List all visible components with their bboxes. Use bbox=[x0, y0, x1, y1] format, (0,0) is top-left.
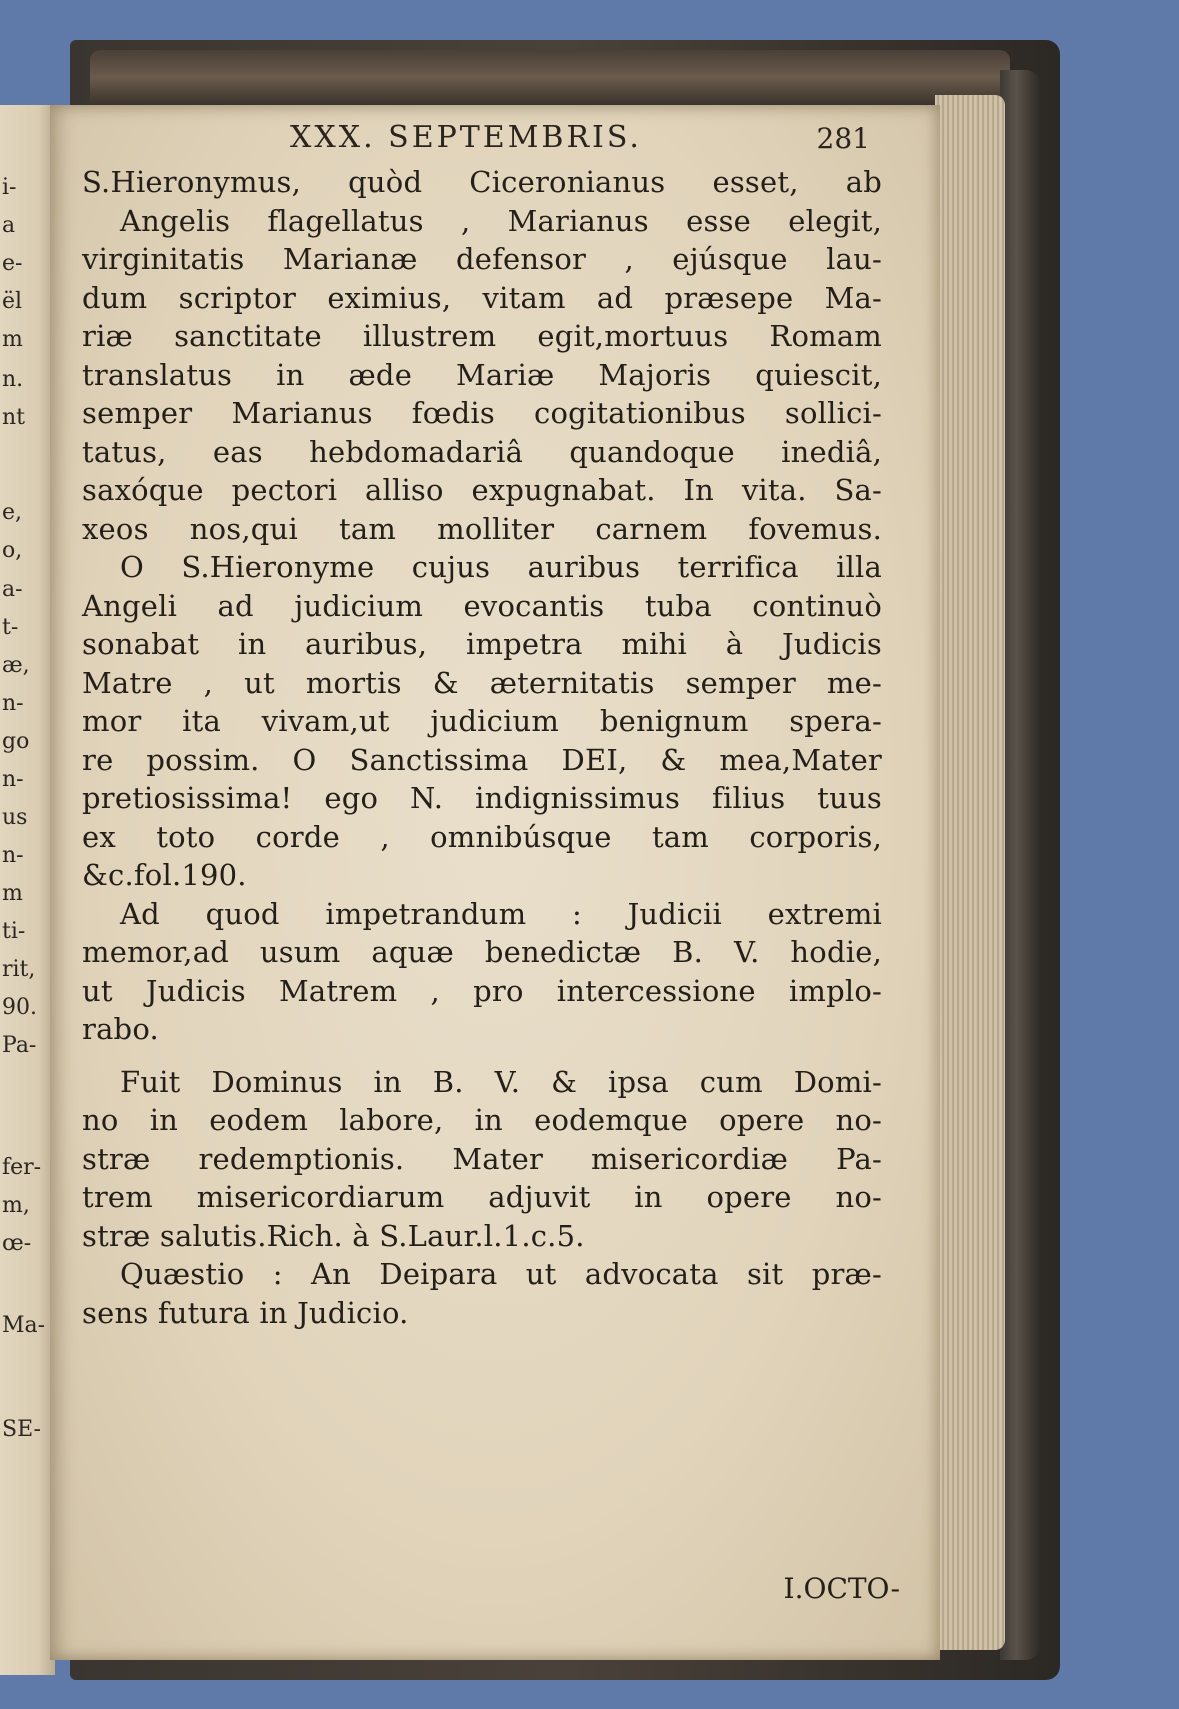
text-line: Angeli ad judicium evocantis tuba continuò bbox=[82, 588, 882, 623]
left-fragment: t- bbox=[2, 615, 19, 640]
left-fragment: ël bbox=[2, 289, 23, 314]
text-line: Fuit Dominus in B. V. & ipsa cum Domi- bbox=[120, 1064, 882, 1099]
running-title: XXX. SEPTEMBRIS. bbox=[290, 120, 642, 155]
catchword: I.OCTO- bbox=[783, 1572, 900, 1605]
body-text bbox=[82, 163, 882, 1332]
text-line: xeos nos,qui tam molliter carnem fovemus. bbox=[82, 511, 882, 546]
text-line: O S.Hieronyme cujus auribus terrifica illa bbox=[120, 550, 882, 584]
text-line: ut Judicis Matrem , pro intercessione implo- bbox=[82, 973, 882, 1008]
text-line: rabo. bbox=[82, 1012, 159, 1046]
text-line: sens futura in Judicio. bbox=[82, 1295, 409, 1330]
text-line: S.Hieronymus, quòd Ciceronianus esset, ab bbox=[82, 165, 882, 199]
book-cover-edge bbox=[1000, 70, 1040, 1660]
left-fragment: n- bbox=[2, 767, 24, 792]
text-line: sonabat in auribus, impetra mihi à Judicis bbox=[82, 627, 882, 661]
text-line: no in eodem labore, in eodemque opere no- bbox=[82, 1103, 882, 1137]
text-line: saxóque pectori alliso expugnabat. In vita. Sa- bbox=[82, 473, 882, 507]
text-line: &c.fol.190. bbox=[82, 858, 247, 892]
text-line: Quæstio : An Deipara ut advocata sit præ- bbox=[120, 1257, 882, 1291]
left-page-fragment bbox=[0, 105, 55, 1675]
left-fragment: i- bbox=[2, 175, 17, 200]
left-fragment: Ma- bbox=[2, 1313, 46, 1338]
left-fragment: fer- bbox=[2, 1155, 42, 1180]
text-line: riæ sanctitate illustrem egit,mortuus Romam bbox=[82, 319, 882, 353]
text-line: ex toto corde , omnibúsque tam corporis, bbox=[82, 819, 882, 854]
page-edges bbox=[935, 95, 1005, 1650]
left-fragment: o, bbox=[2, 538, 23, 563]
text-line: re possim. O Sanctissima DEI, & mea,Mater bbox=[82, 742, 882, 777]
left-fragment: rit, bbox=[2, 957, 36, 982]
text-line: trem misericordiarum adjuvit in opere no- bbox=[82, 1180, 882, 1214]
text-line: semper Marianus fœdis cogitationibus sollici- bbox=[82, 396, 882, 430]
text-line: Matre , ut mortis & æternitatis semper me- bbox=[82, 665, 882, 700]
text-line: pretiosissima! ego N. indignissimus filius tuus bbox=[82, 781, 882, 815]
book-top-edge bbox=[90, 50, 1010, 105]
left-fragment: us bbox=[2, 805, 28, 830]
text-line: tatus, eas hebdomadariâ quandoque inediâ, bbox=[82, 434, 882, 469]
left-fragment: Pa- bbox=[2, 1033, 37, 1058]
left-fragment: n- bbox=[2, 843, 24, 868]
text-line: translatus in æde Mariæ Majoris quiescit, bbox=[82, 357, 882, 392]
page-number: 281 bbox=[816, 122, 870, 155]
text-line: stræ salutis.Rich. à S.Laur.l.1.c.5. bbox=[82, 1218, 585, 1253]
text-line: Ad quod impetrandum : Judicii extremi bbox=[120, 896, 882, 931]
text-line: Angelis flagellatus , Marianus esse elegit, bbox=[120, 203, 882, 238]
left-fragment: n- bbox=[2, 691, 24, 716]
left-fragment: æ, bbox=[2, 653, 30, 678]
left-fragment: m bbox=[2, 327, 23, 352]
left-fragment: e, bbox=[2, 500, 23, 525]
left-fragment: 90. bbox=[2, 995, 37, 1020]
left-fragment: n. bbox=[2, 367, 24, 392]
book-page bbox=[50, 105, 940, 1660]
left-fragment: nt bbox=[2, 405, 26, 430]
left-fragment: go bbox=[2, 729, 30, 754]
text-line: virginitatis Marianæ defensor , ejúsque lau- bbox=[82, 242, 882, 276]
left-fragment: a bbox=[2, 213, 16, 238]
left-fragment: a- bbox=[2, 577, 23, 602]
left-fragment: e- bbox=[2, 251, 23, 276]
text-line: stræ redemptionis. Mater misericordiæ Pa- bbox=[82, 1141, 882, 1176]
left-fragment: SE- bbox=[2, 1417, 41, 1442]
left-fragment: m bbox=[2, 881, 23, 906]
running-head bbox=[290, 120, 870, 160]
text-line: memor,ad usum aquæ benedictæ B. V. hodie, bbox=[82, 935, 882, 969]
left-fragment: m, bbox=[2, 1193, 30, 1218]
text-line: dum scriptor eximius, vitam ad præsepe Ma- bbox=[82, 280, 882, 315]
left-fragment: ti- bbox=[2, 919, 26, 944]
left-fragment: œ- bbox=[2, 1231, 32, 1256]
text-line: mor ita vivam,ut judicium benignum spera- bbox=[82, 704, 882, 738]
